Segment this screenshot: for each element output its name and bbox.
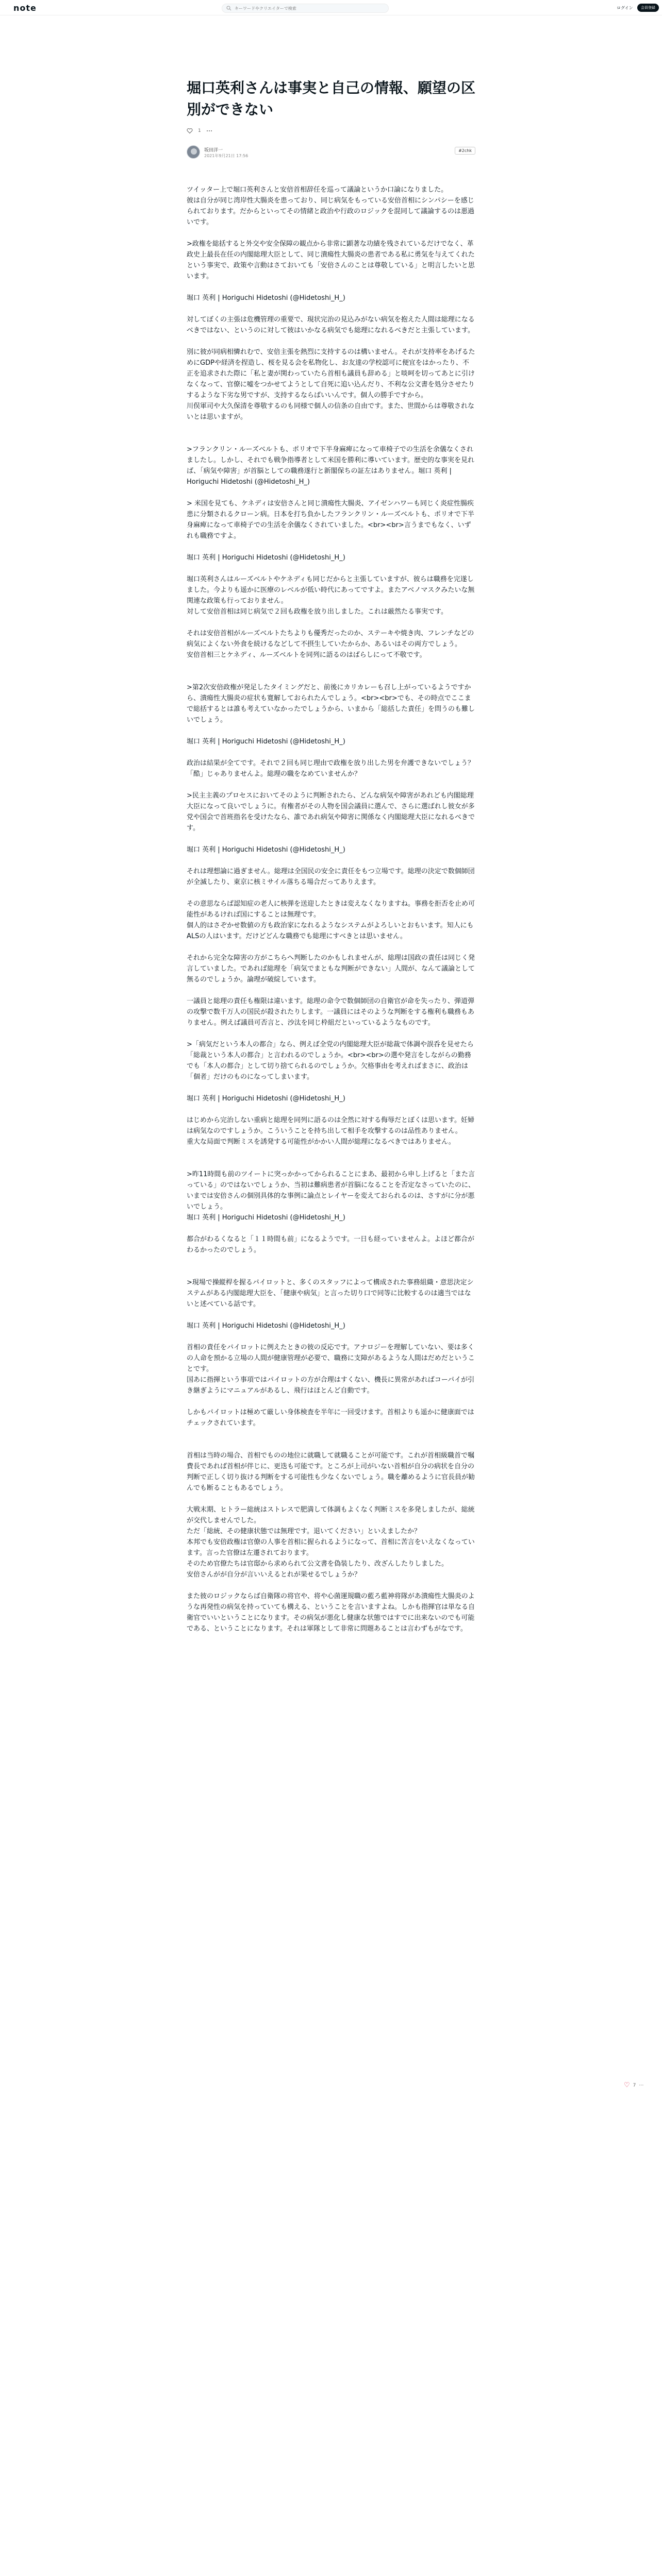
article	[187, 77, 475, 1645]
avatar[interactable]	[187, 145, 200, 159]
more-icon[interactable]	[206, 128, 212, 134]
article-paragraph: 堀口 英利 | Horiguchi Hidetoshi (@Hidetoshi_H_)	[187, 1322, 345, 1330]
article-paragraph: >政権を総括すると外交や安全保障の観点から非常に顕著な功績を残されているだけでなく、革政史上最長在任の内閣総理大臣として、同じ潰瘍性大腸炎の患者である私に勇気を与えてくれたという事実で、政策や言動はさておいても「安倍さんのことは尊敬している」と明言したいと思います。	[187, 240, 475, 280]
article-paragraph: 堀口英利さんはルーズベルトやケネディも同じだからと主張していますが、彼らは職務を完遂しました。今よりも遥かに医療のレベルが低い時代にあってですよ。またアベノマスクみたいな無関連な政策も行っておりません。 対して安倍首相は同じ病気で２回も政権を放り出しました。これは厳然たる事実です。	[187, 575, 475, 616]
heart-icon[interactable]: ♡	[624, 2081, 630, 2089]
like-count: 1	[198, 128, 201, 133]
floating-actions	[624, 2081, 643, 2089]
article-paragraph: それは理想論に過ぎません。総理は全国民の安全に責任をもつ立場です。総理の決定で数個師団が全滅したり、東京に核ミサイル落ちる場合だってありえます。	[187, 868, 475, 886]
login-link[interactable]: ログイン	[617, 6, 633, 10]
article-paragraph: また彼のロジックならば自衛隊の将官や、将や心菌運規職の藍ろ藍神将隊があ潰瘍性大腸炎のような再発性の病気を持っていても構える、ということを言いますよね。しかも指揮官は単なる自衛官でいいということになります。その病気が悪化し健康な状態ではすでに出来ないのでも可能である、ということになります。それは軍隊として非常に問題あることは言わずもがなです。	[187, 1592, 475, 1633]
article-paragraph: 堀口 英利 | Horiguchi Hidetoshi (@Hidetoshi_H_)	[187, 294, 345, 302]
article-actions	[187, 128, 475, 134]
note-logo[interactable]: note	[13, 3, 37, 13]
article-paragraph: 一議員と総理の責任も権限は違います。総理の命令で数個師団の自衛官が命を失ったり、弾道弾の攻撃で数千万人の国民が殺されたりします。一議員にはそのような判断をする権利も職務もありません。例えば議員可否言と、沙汰を同じ枠組だといっているようなものです。	[187, 997, 474, 1027]
article-paragraph: ツイッター上で堀口英利さんと安倍首相辞任を巡って議論というか口論になりました。 彼は自分が同じ湾岸性大腸炎を患っており、同じ病気をもっている安倍首相にシンパシーを感じられております。だからといってその情緒と政治や行政のロジックを混同して議論するのは悪過いです。	[187, 186, 474, 226]
author-row	[187, 144, 475, 162]
article-paragraph: > 米国を見ても、ケネディは安倍さんと同じ潰瘍性大腸炎、アイゼンハワーも同じく炎症性腸疾患に分類されるクローン病。日本を打ち負かしたフランクリン・ルーズベルトも、ポリオで下半身麻痺になって車椅子での生活を余儀なくされていました。<br><br>言うまでもなく、いずれも職務ですよ。	[187, 500, 474, 540]
search-icon	[226, 6, 231, 11]
article-paragraph: >昨11時間も前のツイートに突っかかってかられることにまあ、最初から申し上げると「また言っている」のではないでしょうか、当初は難病患者が首脳になることを否定なさっていたのに、いまでは安倍さんの個別具体的な事例に論点とレイヤーを変えておられるのは、さすがに分が悪いでしょう。 堀口 英利 | Horiguchi Hidetoshi (@Hidetoshi_H_)	[187, 1171, 475, 1222]
article-paragraph: 首相は当時の場合、首相でものの地位に就職して就職ることが可能です。これが首相級職首で嘱費長であれば首相が伴じに、更迭も可能です。ところが上司がいない首相が自分の病状を自分の判断で正しく切り抜ける判断をする可能性も少なくないでしょう。職を離めるように官長員が勧んでも断ることもあるでしょう。	[187, 1452, 475, 1492]
publish-date: 2021年9月21日 17:56	[204, 154, 249, 158]
author-name[interactable]: 坂田洋一	[204, 148, 223, 153]
article-paragraph: しかもパイロットは極めて厳しい身体検査を半年に一回受けます。首相よりも遥かに健康面ではチェックされています。	[187, 1409, 474, 1427]
search-box[interactable]	[222, 4, 389, 13]
article-body	[187, 184, 475, 1634]
heart-icon[interactable]	[187, 128, 193, 134]
article-paragraph: 大戦末期、ヒトラー総統はストレスで肥満して体調もよくなく判断ミスを多発しましたが、総統が交代しませんでした。 ただ「総統、その健康状態では無理です。退いてください」といえましたか？ 本邦でも安倍政権は官僚の人事を首相に握られるようになって、首相に苦言をいえなくなっています。言った官僚は左遷されております。 そのため官僚たちは官邸から求められて公文書を偽装したり、改ざんしたりしました。 安倍さんがが自分が言いいえるとれが果せるでしょうか？	[187, 1506, 475, 1579]
top-bar	[0, 0, 662, 15]
article-paragraph: 対してぼくの主張は危機管理の重要で、現状完治の見込みがない病気を抱えた人間は総理になるべきではない、というのに対して彼はいかなる病気でも総理になれるべきだと主張しています。	[187, 316, 475, 334]
article-paragraph: >現場で操縦桿を握るパイロットと、多くのスタッフによって構成された事務組織・意思決定システムがある内閣総理大臣を、「健康や病気」と言った切り口で同等に比較するのは適当ではないと述べている話です。	[187, 1279, 474, 1308]
hashtag[interactable]: #2chk	[455, 147, 475, 155]
article-paragraph: >第2次安倍政権が発足したタイミングだと、前後にカリカレーも召し上がっているようですから、潰瘍性大腸炎の症状も寛解しておられたんでしょう。<br><br>でも、その時点でここまで総括するとは誰も考えていなかったでしょうから、いまから「総括した責任」を問うのも難しいでしょう。	[187, 684, 475, 724]
article-paragraph: 都合がわるくなると「１１時間も前」になるようです。一日も経っていませんよ。よほど都合がわるかったのでしょう。	[187, 1235, 474, 1254]
article-paragraph: はじめから完治しない重病と総理を同列に語るのは全然に対する侮辱だとぼくは思います。妊婦は病気なのですしょうか。こういうことを持ち出して相手を攻撃するのは品性ありません。 重大な局面で判断ミスを誘発する可能性がかかい人間が総理になるべきではありません。	[187, 1116, 474, 1146]
article-paragraph: それは安倍首相がルーズベルトたちよりも優秀だったのか、ステーキや焼き肉、フレンチなどの病気によくない外食を続けるなどして不摂生していたからか、あるいはその両方でしょう。 安倍首相三とケネディ、ルーズベルトを同列に語るのはばらしにって不敬です。	[187, 630, 474, 659]
article-paragraph: 政治は結果が全てです。それで２回も同じ理由で政権を放り出した男を弁護できないでしょう？「酷」じゃありませんよ。総理の職をなめていませんか？	[187, 759, 474, 778]
article-paragraph: 堀口 英利 | Horiguchi Hidetoshi (@Hidetoshi_H_)	[187, 1095, 345, 1103]
article-paragraph: その意思ならば認知症の老人に核弾を送迎したときは変えなくなりますね。事務を拒否を止め可能性があるければ国にすることは無理です。 個人的はさぞかせ数値の方も政治家になれるようなシステムがよろしいとおもいます。知人にもALSの人はいます。だけどどんな職務でも総理にすべきとは思いません。	[187, 900, 475, 940]
article-paragraph: >「病気だという本人の都合」なら、例えば全党の内閣総理大臣が総裁で体調や誤呑を見せたら「総裁という本人の都合」と言われるのでしょうか。<br><br>の選や発言をしながらの勤務でも「本人の都合」として切り捨てられるのでしょうか。欠格事由を考えればまさに、政治は「個者」だけのものになってしまいます。	[187, 1041, 474, 1081]
article-paragraph: 堀口 英利 | Horiguchi Hidetoshi (@Hidetoshi_H_)	[187, 846, 345, 854]
more-icon[interactable]: ⋯	[639, 2082, 644, 2088]
search-input[interactable]	[235, 6, 379, 11]
article-paragraph: 堀口 英利 | Horiguchi Hidetoshi (@Hidetoshi_H_)	[187, 738, 345, 745]
article-paragraph: >フランクリン・ルーズベルトも、ポリオで下半身麻痺になって車椅子での生活を余儀なくされましたし。しかし、それでも戦争指導者として米国を勝利に導いています。歴史的な事実を見れば、「病気や障害」が首脳としての職務遂行と新閣保ちの証左はありません。堀口 英利 | Horiguchi Hidetoshi (@Hidetoshi_H_)	[187, 446, 474, 486]
article-paragraph: >民主主義のプロセスにおいてそのように判断されたら、どんな病気や障害があれども内閣総理大臣になって良いでしょうに。有権者がその人物を国会議員に選んで、さらに選ばれし彼女が多党や国会で首班指名を受けたなら、誰であれ病気や障害に関係なく内閣総理大臣になれるべきです。	[187, 792, 475, 832]
article-paragraph: 別に彼が同病相憐れむで、安倍主張を熱烈に支持するのは構いません。それが支持率をあげるためにGDPや経済を捏造し、桜を見る会を私物化し、お友達の学校認可に便宜をはかったり、不正を追求された際に「私と妻が関わっていたら首相も議員も辞める」と啖呵を切ってあとに引けなくなって、官僚に嘘をつかせてようとして自死に追い込んだり、不利な公文書を処分させたりするような下劣な男ですが、支持するならばいいんです。個人の勝手ですから。 川俣軍司や大久保清を尊敬するのも同様で個人の信条の自由です。また、世間からは尊敬されないとは思いますが。	[187, 348, 475, 421]
article-paragraph: 首相の責任をパイロットに例えたときの彼の反応です。アナロジーを理解していない、要は多くの人命を預かる立場の人間が健康管理が必要で、職務に支障があるような人間はだめだということです。 国あに指揮という事項ではパイロットの方が合理はすくない、機長に異常があればコーパイが引き継ぎようにマニュアルがあるし、飛行はほとんど自動です。	[187, 1344, 475, 1395]
floating-like-count: 7	[633, 2082, 636, 2088]
article-title: 堀口英利さんは事実と自己の情報、願望の区別ができない	[187, 79, 476, 118]
article-paragraph: それから完全な障害の方がこちらへ判断したのかもしれませんが、総理は国政の責任は同じく発言していました。であれば総理を「病気でまともな判断ができない」人間が、なんて議論として無るのでしょうか。論理が破綻しています。	[187, 954, 475, 984]
signup-button[interactable]: 会員登録	[637, 4, 659, 12]
article-paragraph: 堀口 英利 | Horiguchi Hidetoshi (@Hidetoshi_H_)	[187, 554, 345, 562]
